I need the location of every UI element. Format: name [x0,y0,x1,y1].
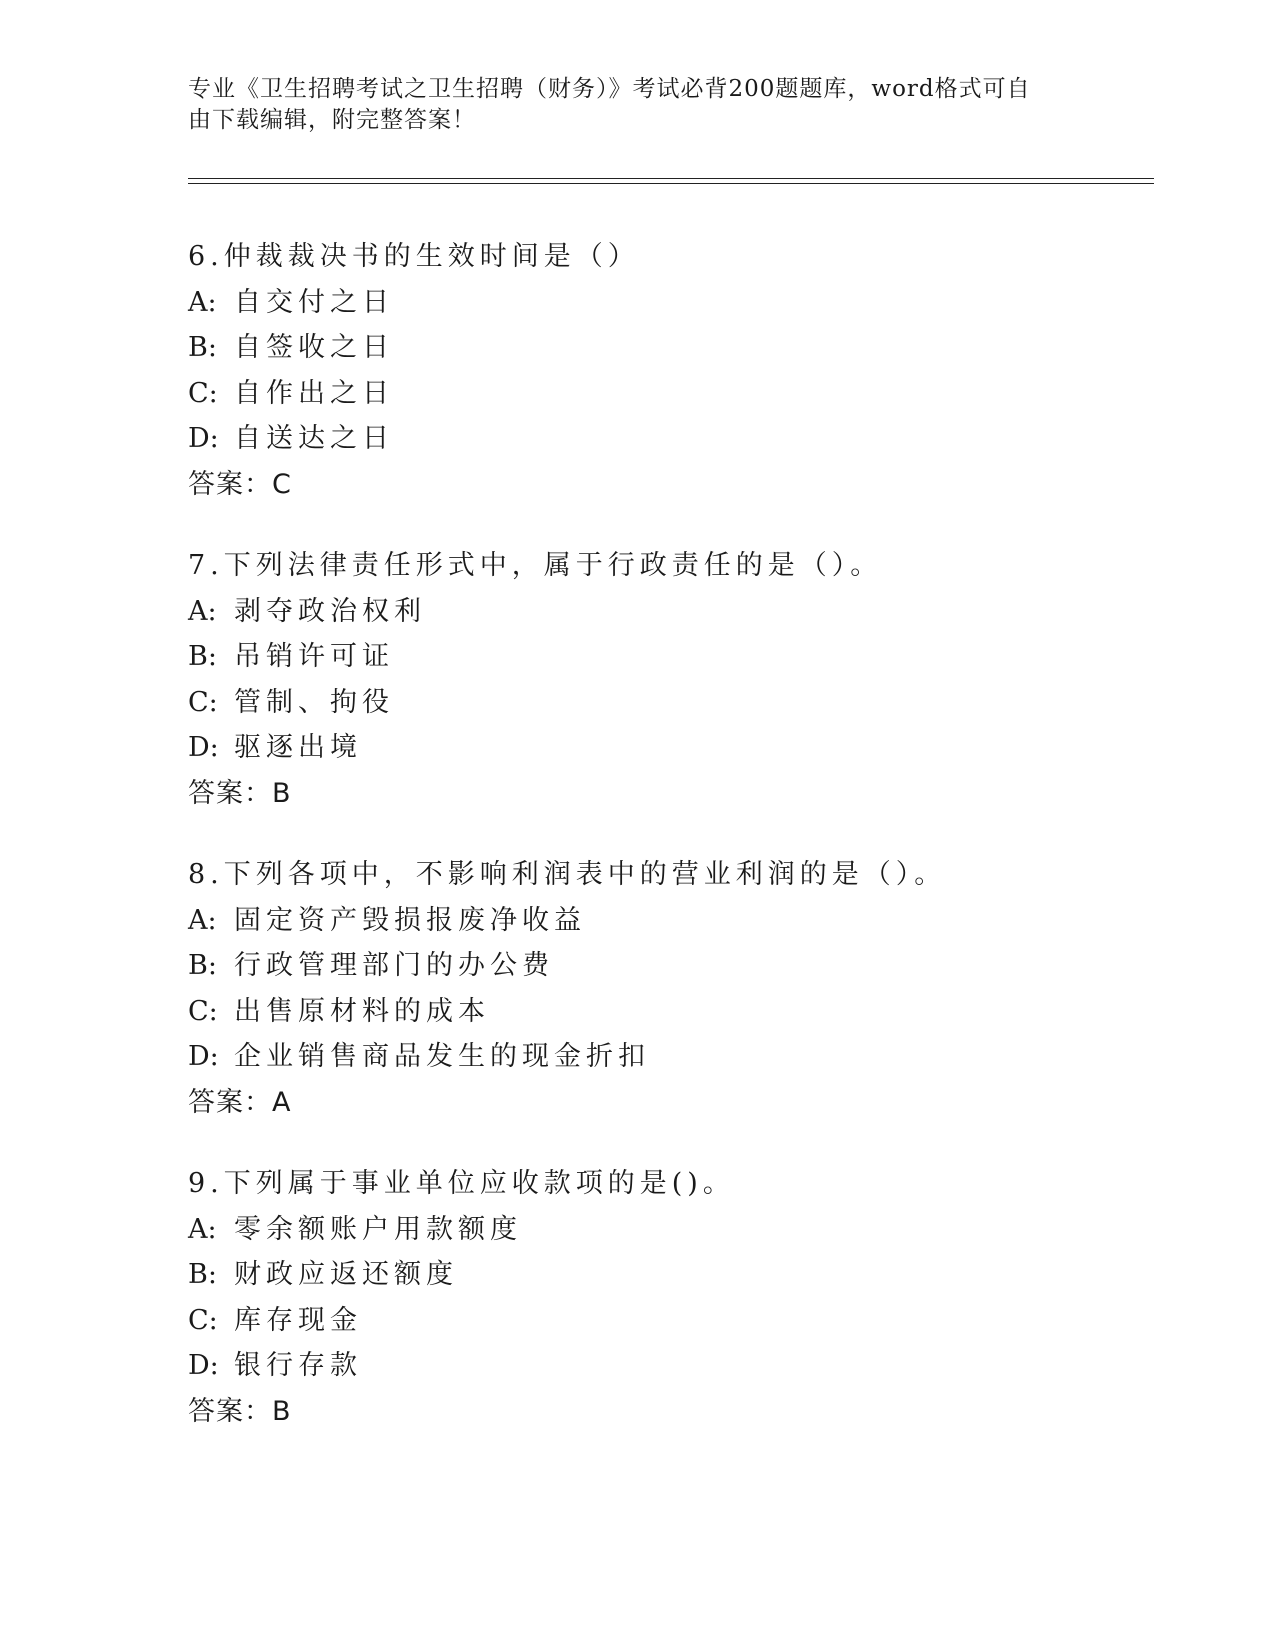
option-key: C: [188,686,218,718]
question-stem: 8.下列各项中，不影响利润表中的营业利润的是（）。 [188,859,947,890]
option-key: B: [188,1259,217,1290]
option-text: 财政应返还额度 [234,1259,458,1290]
option-a [188,1207,1148,1253]
option-d [188,1034,1148,1080]
option-text: 固定资产毁损报废净收益 [234,904,586,936]
option-text: 自交付之日 [234,286,394,318]
option-d [188,416,1148,462]
option-text: 企业销售商品发生的现金折扣 [234,1041,650,1072]
option-b [188,1252,1148,1298]
option-c [188,1298,1148,1344]
option-key: B: [188,950,217,981]
question-7 [188,543,1148,816]
question-stem: 7.下列法律责任形式中，属于行政责任的是（）。 [188,550,883,581]
question-list [188,234,1148,1470]
option-text: 自签收之日 [234,332,394,363]
option-key: D: [188,732,219,763]
option-d [188,1343,1148,1389]
option-key: C: [188,995,218,1027]
question-8 [188,852,1148,1125]
option-key: B: [188,332,217,363]
option-text: 管制、拘役 [234,686,394,718]
answer-line: 答案：A [188,1086,292,1118]
document-header [188,74,1068,136]
option-text: 零余额账户用款额度 [234,1213,522,1245]
option-text: 吊销许可证 [234,641,394,672]
option-text: 自作出之日 [234,377,394,409]
header-line-1: 专业《卫生招聘考试之卫生招聘（财务）》考试必背200题题库，word格式可自 [188,76,1031,102]
option-text: 银行存款 [234,1350,362,1381]
answer-line: 答案：B [188,777,292,809]
option-text: 自送达之日 [234,423,394,454]
option-c [188,680,1148,726]
option-key: B: [188,641,217,672]
option-key: A: [188,1213,217,1245]
option-key: C: [188,1304,218,1336]
option-b [188,634,1148,680]
option-key: D: [188,423,219,454]
option-text: 库存现金 [234,1304,362,1336]
option-a [188,280,1148,326]
question-stem: 6.仲裁裁决书的生效时间是（） [188,241,640,272]
option-c [188,989,1148,1035]
question-6 [188,234,1148,507]
option-c [188,371,1148,417]
option-text: 行政管理部门的办公费 [234,950,554,981]
option-b [188,325,1148,371]
option-key: D: [188,1041,219,1072]
option-key: C: [188,377,218,409]
header-divider-bottom [188,183,1154,184]
option-b [188,943,1148,989]
option-d [188,725,1148,771]
header-line-2: 由下载编辑，附完整答案！ [188,107,476,133]
option-key: D: [188,1350,219,1381]
option-text: 驱逐出境 [234,732,362,763]
answer-line: 答案：C [188,468,292,500]
option-key: A: [188,595,217,627]
option-text: 剥夺政治权利 [234,595,426,627]
option-text: 出售原材料的成本 [234,995,490,1027]
option-key: A: [188,286,217,318]
question-9 [188,1161,1148,1434]
option-key: A: [188,904,217,936]
option-a [188,589,1148,635]
header-divider-top [188,178,1154,179]
answer-line: 答案：B [188,1395,292,1427]
option-a [188,898,1148,944]
question-stem: 9.下列属于事业单位应收款项的是()。 [188,1168,735,1199]
